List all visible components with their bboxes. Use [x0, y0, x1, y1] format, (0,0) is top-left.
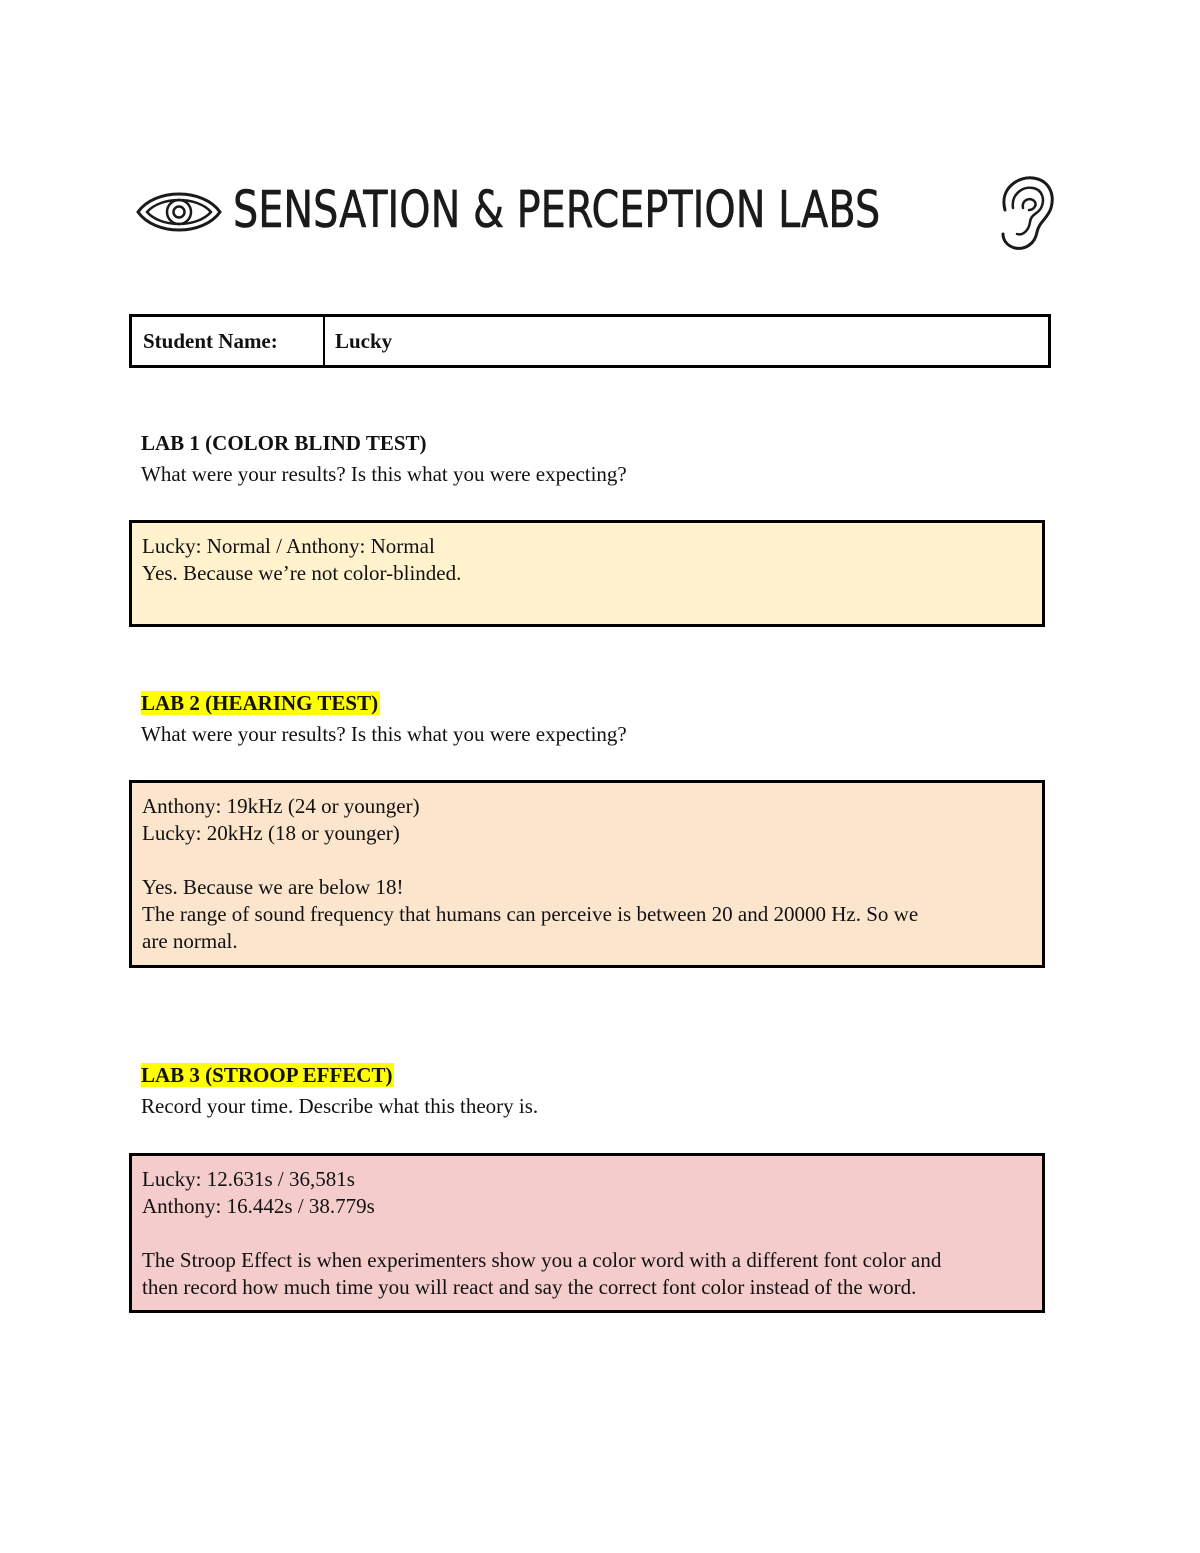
- lab3-question: Record your time. Describe what this theory is.: [141, 1094, 539, 1118]
- lab1-question: What were your results? Is this what you were expecting?: [141, 462, 627, 486]
- student-name-label: Student Name:: [132, 317, 325, 365]
- lab3-heading-text: LAB 3 (STROOP EFFECT): [141, 1063, 393, 1087]
- lab2-heading: [141, 690, 380, 716]
- lab3-answer-line: Anthony: 16.442s / 38.779s: [142, 1194, 375, 1218]
- page-header: [135, 172, 1060, 254]
- student-name-table: [129, 314, 1051, 368]
- eye-icon: [135, 184, 223, 240]
- lab2-answer-line: are normal.: [142, 929, 238, 953]
- page-title: SENSATION & PERCEPTION LABS: [233, 181, 881, 240]
- lab3-heading: [141, 1062, 394, 1088]
- lab1-heading-text: LAB 1 (COLOR BLIND TEST): [141, 431, 427, 455]
- student-name-field[interactable]: Lucky: [335, 329, 393, 353]
- ear-icon: [997, 174, 1057, 252]
- lab2-answer-line: [142, 847, 1032, 874]
- lab2-answer-line: The range of sound frequency that humans can perceive is between 20 and 20000 Hz. So we: [142, 902, 919, 926]
- lab2-heading-text: LAB 2 (HEARING TEST): [141, 691, 379, 715]
- lab2-answer-line: Yes. Because we are below 18!: [142, 875, 404, 899]
- lab3-answer-box[interactable]: [129, 1153, 1045, 1313]
- lab2-question: What were your results? Is this what you were expecting?: [141, 722, 627, 746]
- lab3-answer-line: [142, 1220, 1032, 1247]
- lab3-answer-line: Lucky: 12.631s / 36,581s: [142, 1167, 355, 1191]
- lab1-answer-line: Yes. Because we’re not color-blinded.: [142, 561, 462, 585]
- lab3-answer-line: then record how much time you will react and say the correct font color instead of the word.: [142, 1275, 917, 1299]
- lab2-answer-box[interactable]: [129, 780, 1045, 968]
- lab2-answer-line: Anthony: 19kHz (24 or younger): [142, 794, 420, 818]
- lab1-answer-line: Lucky: Normal / Anthony: Normal: [142, 534, 435, 558]
- lab2-answer-line: Lucky: 20kHz (18 or younger): [142, 821, 400, 845]
- lab3-answer-line: The Stroop Effect is when experimenters show you a color word with a different font color and: [142, 1248, 942, 1272]
- lab1-answer-box[interactable]: [129, 520, 1045, 627]
- lab1-heading: [141, 430, 427, 456]
